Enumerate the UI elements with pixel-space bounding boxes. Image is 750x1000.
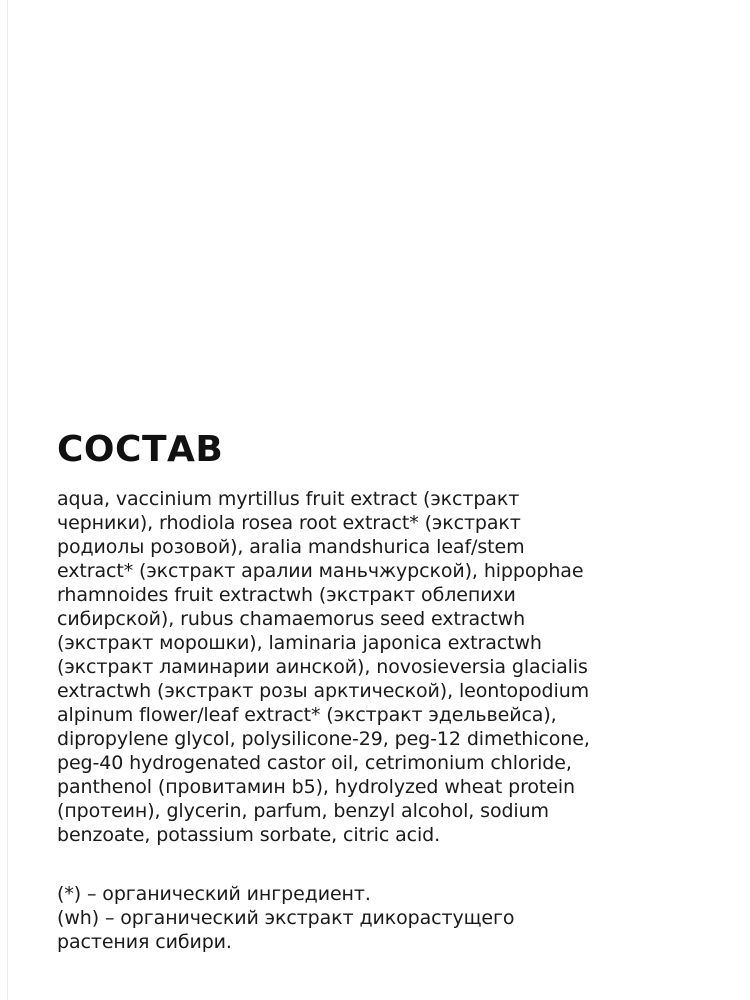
footnote-wild-harvested: (wh) – органический экстракт дикорастущего растения сибири. xyxy=(57,907,515,953)
section-title: СОСТАВ xyxy=(57,429,224,470)
footnotes xyxy=(57,882,697,954)
ingredients-list: aqua, vaccinium myrtillus fruit extract (экстракт черники), rhodiola rosea root extract* (экстракт родиолы розовой), aralia mandshurica leaf/stem extract* (экстракт аралии маньчжурской), hippophae rhamnoides fruit extractwh (экстракт облепихи сибирской), rubus chamaemorus seed extractwh (экстракт морошки), laminaria japonica extractwh (экстракт ламинарии аинской), novosieversia glacialis extractwh (экстракт розы арктической), leontopodium alpinum flower/leaf extract* (экстракт эдельвейса), dipropylene glycol, polysilicone-29, peg-12 dimethicone, peg-40 hydrogenated castor oil, cetrimonium chloride, panthenol (провитамин b5), hydrolyzed wheat protein (протеин), glycerin, parfum, benzyl alcohol, sodium benzoate, potassium sorbate, citric acid. xyxy=(57,488,590,846)
footnote-organic: (*) – органический ингредиент. xyxy=(57,883,371,905)
page-edge-line xyxy=(7,0,8,1000)
